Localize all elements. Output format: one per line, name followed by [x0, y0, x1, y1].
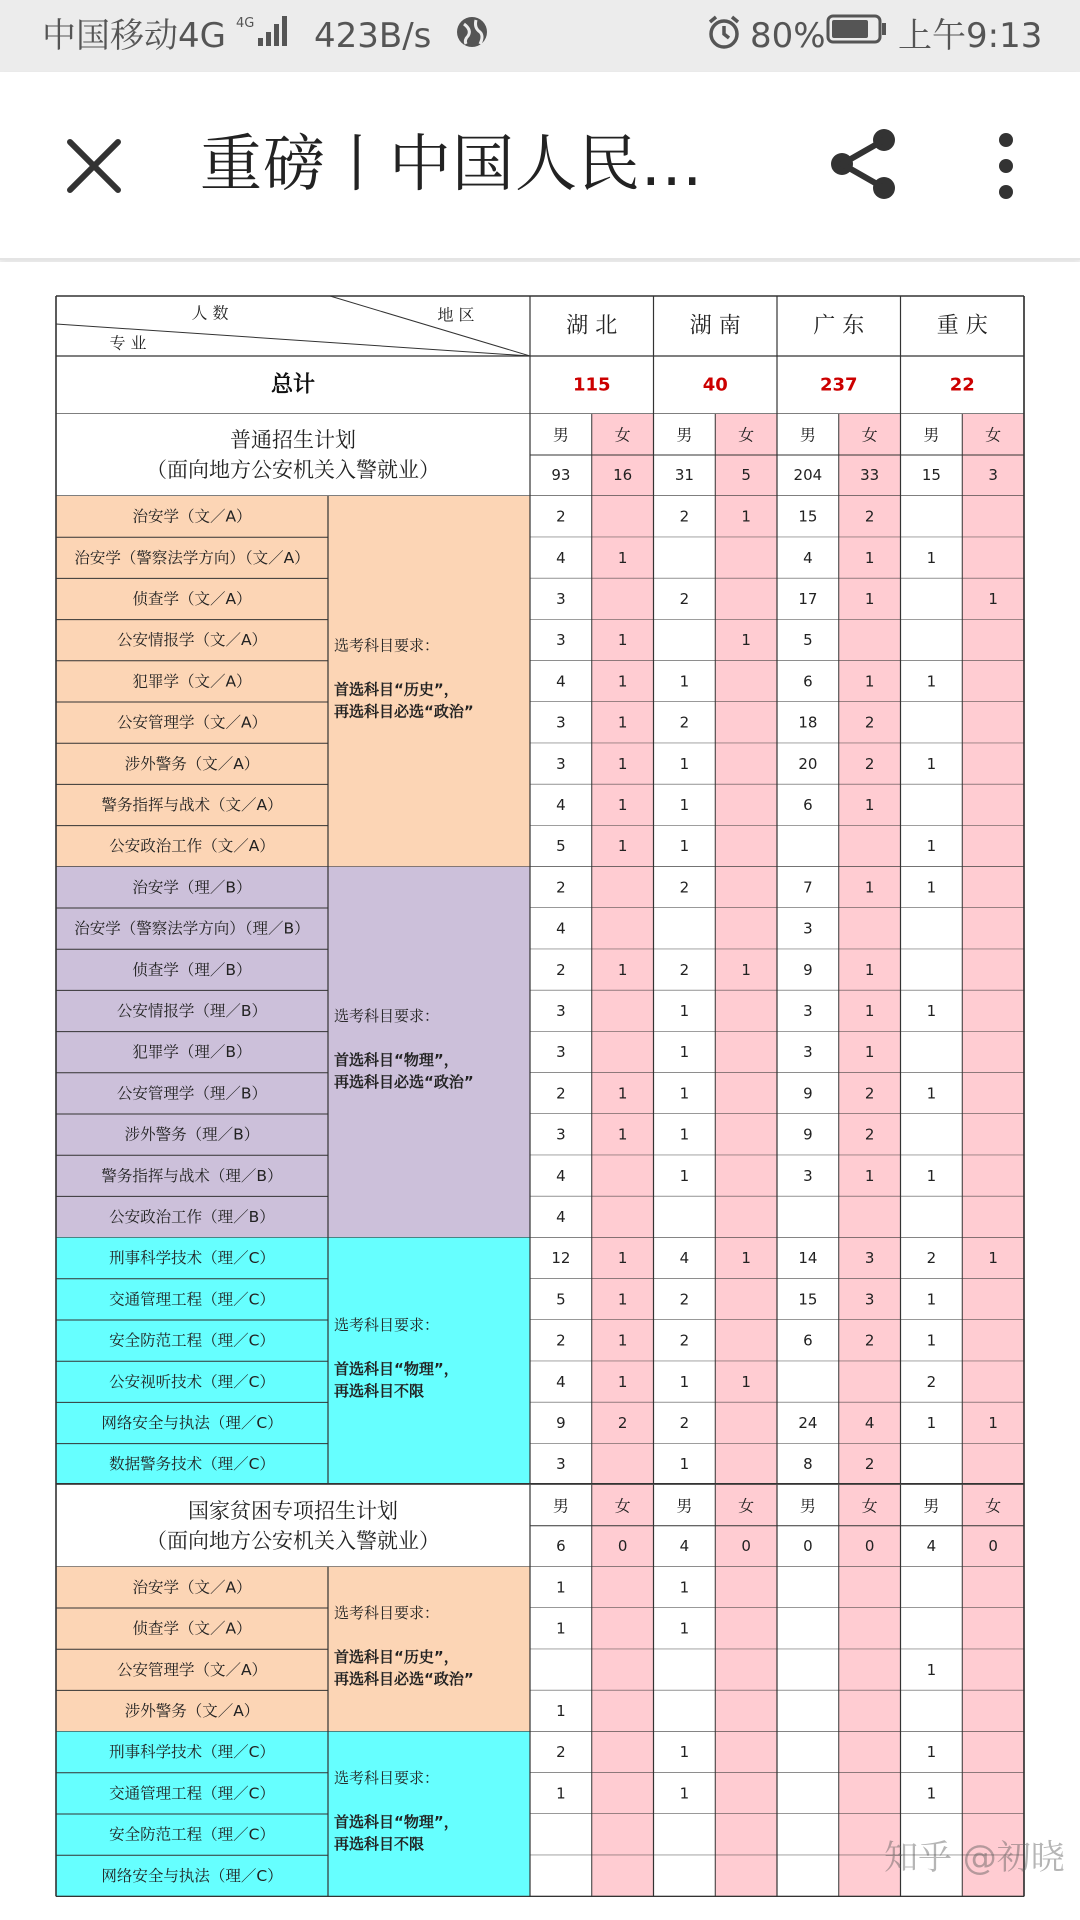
- quota-cell: 1: [741, 507, 751, 526]
- major-name: 警务指挥与战术（文／A）: [101, 796, 283, 814]
- quota-cell: 1: [617, 672, 628, 691]
- quota-cell: 2: [556, 878, 566, 897]
- quota-cell: 1: [988, 1249, 998, 1268]
- requirement-line: 首选科目“历史”，: [334, 1648, 459, 1667]
- gender-header: 男: [923, 425, 940, 445]
- quota-cell: 1: [679, 1125, 690, 1144]
- quota-cell: 1: [926, 1290, 937, 1309]
- major-name: 网络安全与执法（理／C）: [101, 1414, 283, 1432]
- major-name: 警务指挥与战术（理／B）: [101, 1166, 283, 1185]
- quota-cell: 1: [926, 1660, 937, 1679]
- quota-cell: 1: [556, 1578, 566, 1597]
- quota-cell: 1: [617, 713, 628, 732]
- section-gender-total: 15: [921, 466, 941, 484]
- quota-cell: 2: [864, 713, 875, 732]
- quota-cell: 2: [864, 1455, 875, 1474]
- quota-cell: 5: [556, 1290, 566, 1309]
- quota-cell: 1: [679, 1166, 690, 1185]
- major-name: 刑事科学技术（理／C）: [109, 1743, 275, 1762]
- quota-cell: 1: [926, 837, 937, 856]
- quota-cell: 4: [864, 1414, 875, 1432]
- requirement-line: 再选科目不限: [334, 1835, 425, 1853]
- quota-cell: 1: [864, 796, 875, 814]
- carrier-label: 中国移动4G: [42, 16, 226, 56]
- page-title: 重磅丨中国人民...: [200, 127, 704, 200]
- requirement-line: 再选科目必选“政治”: [334, 702, 474, 721]
- quota-cell: 1: [741, 631, 751, 650]
- quota-cell: 1: [926, 878, 937, 897]
- major-name: 治安学（警察法学方向）（文／A）: [74, 548, 310, 567]
- quota-cell: 3: [556, 1455, 566, 1474]
- quota-cell: 3: [556, 713, 566, 732]
- region-header: 湖 南: [689, 313, 741, 339]
- major-name: 治安学（理／B）: [132, 878, 252, 897]
- quota-cell: 15: [798, 1290, 818, 1309]
- region-total: 237: [819, 374, 858, 396]
- quota-cell: 2: [679, 878, 690, 897]
- requirement-line: 再选科目不限: [334, 1382, 425, 1401]
- article-content[interactable]: [0, 262, 1080, 1920]
- quota-cell: 2: [864, 1331, 875, 1350]
- section-gender-total: 3: [988, 466, 998, 484]
- quota-cell: 1: [926, 1166, 937, 1185]
- quota-cell: 3: [803, 1002, 813, 1020]
- quota-cell: 1: [617, 1249, 628, 1268]
- gender-header: 女: [614, 425, 631, 445]
- major-name: 侦查学（文／A）: [132, 590, 252, 608]
- quota-cell: 9: [803, 1084, 813, 1103]
- region-header: 广 东: [813, 313, 865, 339]
- major-name: 治安学（文／A）: [132, 1578, 252, 1597]
- section-gender-total: 0: [617, 1536, 628, 1555]
- network-type-label: 4G: [236, 16, 255, 31]
- close-icon[interactable]: [58, 130, 130, 202]
- gender-header: 男: [799, 425, 816, 445]
- quota-cell: 3: [803, 1043, 813, 1062]
- quota-cell: 1: [926, 1331, 937, 1350]
- quota-cell: 2: [617, 1414, 628, 1432]
- app-bar: [0, 72, 1080, 260]
- region-header: 湖 北: [566, 313, 618, 339]
- major-name: 侦查学（文／A）: [132, 1619, 252, 1638]
- section-gender-total: 93: [551, 466, 571, 484]
- major-name: 公安管理学（文／A）: [116, 1660, 268, 1679]
- quota-cell: 4: [556, 796, 566, 814]
- quota-cell: 1: [617, 631, 628, 650]
- major-name: 涉外警务（理／B）: [124, 1125, 260, 1144]
- section-gender-total: 5: [741, 466, 751, 484]
- requirement-title: 选考科目要求：: [334, 1604, 440, 1623]
- quota-cell: 1: [864, 878, 875, 897]
- major-name: 治安学（警察法学方向）（理／B）: [74, 919, 310, 938]
- section-title: 普通招生计划: [230, 428, 356, 452]
- major-name: 交通管理工程（理／C）: [109, 1784, 275, 1803]
- quota-cell: 2: [864, 1084, 875, 1103]
- quota-cell: 3: [556, 631, 566, 650]
- section-title: 国家贫困专项招生计划: [188, 1498, 398, 1523]
- quota-cell: 1: [864, 548, 875, 567]
- quota-cell: 1: [556, 1619, 566, 1638]
- quota-cell: 2: [556, 1084, 566, 1103]
- quota-cell: 2: [556, 960, 566, 979]
- quota-cell: 2: [679, 590, 690, 608]
- quota-cell: 1: [617, 1125, 628, 1144]
- quota-cell: 2: [679, 1414, 690, 1432]
- major-name: 安全防范工程（理／C）: [109, 1825, 275, 1844]
- quota-cell: 1: [679, 1619, 690, 1638]
- quota-cell: 14: [798, 1249, 818, 1268]
- requirement-line: 首选科目“物理”，: [334, 1360, 459, 1379]
- gender-header: 女: [738, 1496, 755, 1516]
- requirement-line: 再选科目必选“政治”: [334, 1073, 474, 1092]
- quota-cell: 1: [679, 837, 690, 856]
- globe-icon: [454, 14, 490, 50]
- admission-table: [0, 262, 1080, 1920]
- quota-cell: 1: [617, 1331, 628, 1350]
- quota-cell: 3: [864, 1249, 875, 1268]
- quota-cell: 3: [864, 1290, 875, 1309]
- quota-cell: 1: [988, 590, 998, 608]
- quota-cell: 1: [679, 1455, 690, 1474]
- major-name: 网络安全与执法（理／C）: [101, 1866, 283, 1885]
- major-name: 公安政治工作（理／B）: [109, 1208, 275, 1226]
- major-name: 侦查学（理／B）: [132, 960, 252, 979]
- quota-cell: 2: [556, 507, 566, 526]
- major-name: 交通管理工程（理／C）: [109, 1290, 275, 1309]
- quota-cell: 4: [556, 672, 566, 691]
- quota-cell: 1: [926, 1084, 937, 1103]
- major-name: 公安管理学（文／A）: [116, 713, 268, 732]
- section-gender-total: 0: [988, 1536, 998, 1555]
- quota-cell: 4: [556, 1208, 566, 1226]
- requirement-line: 首选科目“物理”，: [334, 1813, 459, 1831]
- quota-cell: 1: [926, 1414, 937, 1432]
- quota-cell: 1: [679, 1043, 690, 1062]
- quota-cell: 1: [679, 754, 690, 773]
- section-subtitle: （面向地方公安机关入警就业）: [146, 458, 440, 482]
- quota-cell: 1: [988, 1414, 998, 1432]
- section-subtitle: （面向地方公安机关入警就业）: [146, 1528, 440, 1553]
- major-name: 治安学（文／A）: [132, 507, 252, 526]
- quota-cell: 2: [679, 507, 690, 526]
- quota-cell: 4: [803, 548, 813, 567]
- quota-cell: 2: [556, 1331, 566, 1350]
- quota-cell: 6: [803, 1331, 813, 1350]
- more-vert-icon[interactable]: [978, 130, 1034, 202]
- quota-cell: 1: [556, 1702, 566, 1720]
- gender-header: 男: [552, 1496, 569, 1516]
- header-diag-region: 地 区: [437, 305, 475, 325]
- quota-cell: 2: [926, 1372, 937, 1391]
- section-gender-total: 204: [793, 466, 823, 484]
- gender-header: 男: [676, 425, 693, 445]
- alarm-icon: [706, 14, 742, 50]
- quota-cell: 1: [741, 960, 751, 979]
- major-name: 刑事科学技术（理／C）: [109, 1249, 275, 1268]
- major-name: 数据警务技术（理／C）: [109, 1455, 275, 1474]
- major-name: 安全防范工程（理／C）: [109, 1331, 275, 1350]
- quota-cell: 1: [617, 548, 628, 567]
- quota-cell: 24: [798, 1414, 818, 1432]
- quota-cell: 6: [803, 672, 813, 691]
- quota-cell: 20: [798, 754, 818, 773]
- gender-header: 女: [985, 425, 1002, 445]
- gender-header: 男: [923, 1496, 940, 1516]
- quota-cell: 2: [556, 1743, 566, 1762]
- major-name: 犯罪学（文／A）: [132, 672, 252, 691]
- quota-cell: 1: [926, 548, 937, 567]
- region-total: 22: [949, 374, 975, 396]
- quota-cell: 1: [864, 960, 875, 979]
- gender-header: 女: [861, 425, 878, 445]
- quota-cell: 1: [926, 754, 937, 773]
- battery-percent: 80%: [750, 16, 826, 56]
- quota-cell: 2: [679, 713, 690, 732]
- quota-cell: 1: [679, 1002, 690, 1020]
- region-total: 40: [702, 374, 728, 396]
- quota-cell: 1: [926, 1784, 937, 1803]
- quota-cell: 1: [741, 1249, 751, 1268]
- section-gender-total: 6: [556, 1536, 566, 1555]
- section-gender-total: 16: [613, 466, 633, 484]
- requirement-title: 选考科目要求：: [334, 636, 440, 655]
- quota-cell: 1: [741, 1372, 751, 1391]
- quota-cell: 3: [556, 1002, 566, 1020]
- quota-cell: 2: [864, 1125, 875, 1144]
- quota-cell: 2: [679, 1331, 690, 1350]
- gender-header: 男: [799, 1496, 816, 1516]
- gender-header: 女: [861, 1496, 878, 1516]
- quota-cell: 2: [926, 1249, 937, 1268]
- quota-cell: 5: [556, 837, 566, 856]
- quota-cell: 1: [926, 1743, 937, 1762]
- clock: 上午9:13: [898, 16, 1043, 56]
- quota-cell: 1: [926, 1002, 937, 1020]
- quota-cell: 1: [864, 1043, 875, 1062]
- gender-header: 男: [552, 425, 569, 445]
- watermark: 知乎 @初晓: [884, 1838, 1065, 1878]
- requirement-line: 再选科目必选“政治”: [334, 1670, 474, 1689]
- section-gender-total: 33: [860, 466, 880, 484]
- major-name: 公安管理学（理／B）: [116, 1084, 268, 1103]
- quota-cell: 1: [617, 960, 628, 979]
- quota-cell: 4: [679, 1249, 690, 1268]
- gender-header: 男: [676, 1496, 693, 1516]
- quota-cell: 1: [679, 1084, 690, 1103]
- quota-cell: 9: [803, 960, 813, 979]
- quota-cell: 1: [926, 672, 937, 691]
- quota-cell: 1: [679, 1743, 690, 1762]
- quota-cell: 3: [556, 1125, 566, 1144]
- quota-cell: 1: [864, 1002, 875, 1020]
- status-bar: [0, 0, 1080, 72]
- quota-cell: 1: [679, 1578, 690, 1597]
- quota-cell: 1: [679, 796, 690, 814]
- section-gender-total: 4: [926, 1536, 937, 1555]
- quota-cell: 3: [803, 919, 813, 938]
- quota-cell: 1: [679, 1372, 690, 1391]
- quota-cell: 3: [556, 1043, 566, 1062]
- major-name: 公安视听技术（理／C）: [109, 1372, 275, 1391]
- total-label: 总计: [270, 372, 316, 398]
- quota-cell: 2: [679, 960, 690, 979]
- quota-cell: 12: [551, 1249, 571, 1268]
- requirement-title: 选考科目要求：: [334, 1007, 440, 1026]
- quota-cell: 6: [803, 796, 813, 814]
- major-name: 犯罪学（理／B）: [132, 1043, 252, 1062]
- quota-cell: 1: [617, 1372, 628, 1391]
- quota-cell: 2: [864, 507, 875, 526]
- quota-cell: 4: [556, 1372, 566, 1391]
- quota-cell: 4: [556, 919, 566, 938]
- major-name: 公安情报学（文／A）: [116, 631, 268, 650]
- quota-cell: 1: [617, 837, 628, 856]
- section-gender-total: 31: [674, 466, 694, 484]
- network-speed: 423B/s: [314, 16, 432, 56]
- quota-cell: 1: [617, 796, 628, 814]
- quota-cell: 1: [679, 1784, 690, 1803]
- battery-icon: [826, 14, 888, 44]
- quota-cell: 1: [617, 1084, 628, 1103]
- quota-cell: 1: [556, 1784, 566, 1803]
- quota-cell: 15: [798, 507, 818, 526]
- requirement-title: 选考科目要求：: [334, 1316, 440, 1335]
- region-header: 重 庆: [936, 313, 988, 339]
- quota-cell: 2: [864, 754, 875, 773]
- quota-cell: 1: [617, 1290, 628, 1309]
- quota-cell: 4: [556, 548, 566, 567]
- gender-header: 女: [738, 425, 755, 445]
- header-diag-major: 专 业: [109, 333, 147, 353]
- gender-header: 女: [985, 1496, 1002, 1516]
- quota-cell: 4: [556, 1166, 566, 1185]
- quota-cell: 9: [556, 1414, 566, 1432]
- section-gender-total: 4: [679, 1536, 690, 1555]
- quota-cell: 3: [556, 590, 566, 608]
- requirement-line: 首选科目“物理”，: [334, 1051, 459, 1070]
- signal-icon: [236, 14, 292, 48]
- section-gender-total: 0: [741, 1536, 751, 1555]
- quota-cell: 7: [803, 878, 813, 897]
- gender-header: 女: [614, 1496, 631, 1516]
- quota-cell: 3: [556, 754, 566, 773]
- quota-cell: 5: [803, 631, 813, 650]
- quota-cell: 9: [803, 1125, 813, 1144]
- section-gender-total: 0: [864, 1536, 875, 1555]
- major-name: 公安情报学（理／B）: [116, 1002, 268, 1020]
- quota-cell: 1: [617, 754, 628, 773]
- quota-cell: 1: [864, 672, 875, 691]
- quota-cell: 1: [679, 672, 690, 691]
- section-gender-total: 0: [803, 1536, 813, 1555]
- quota-cell: 1: [864, 590, 875, 608]
- quota-cell: 8: [803, 1455, 813, 1474]
- quota-cell: 3: [803, 1166, 813, 1185]
- share-icon[interactable]: [826, 126, 902, 202]
- quota-cell: 2: [679, 1290, 690, 1309]
- major-name: 公安政治工作（文／A）: [109, 837, 275, 856]
- requirement-line: 首选科目“历史”，: [334, 680, 459, 699]
- quota-cell: 17: [798, 590, 818, 608]
- quota-cell: 18: [798, 713, 818, 732]
- requirement-title: 选考科目要求：: [334, 1769, 440, 1787]
- header-diag-people: 人 数: [191, 303, 229, 323]
- region-total: 115: [572, 374, 611, 396]
- major-name: 涉外警务（文／A）: [124, 754, 260, 773]
- major-name: 涉外警务（文／A）: [124, 1702, 260, 1720]
- quota-cell: 1: [864, 1166, 875, 1185]
